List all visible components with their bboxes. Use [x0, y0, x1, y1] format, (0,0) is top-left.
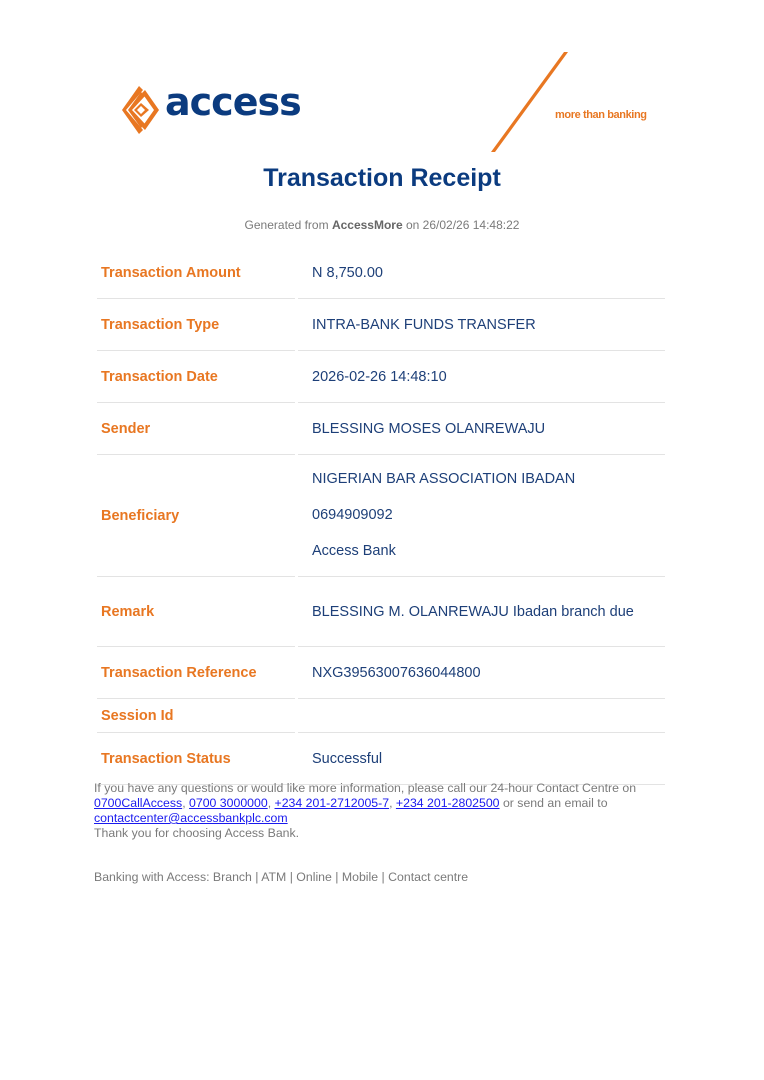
transaction-details-table [94, 248, 668, 785]
row-beneficiary [97, 455, 665, 577]
contact-footer [94, 781, 674, 841]
session-id-label: Session Id [97, 699, 295, 733]
transaction-status-label: Transaction Status [97, 733, 295, 785]
remark-value: BLESSING M. OLANREWAJU Ibadan branch due [312, 603, 634, 620]
brand-tagline: more than banking [555, 109, 647, 121]
row-session-id [97, 699, 665, 733]
row-remark [97, 577, 665, 647]
beneficiary-bank: Access Bank [312, 543, 396, 559]
transaction-amount-label: Transaction Amount [97, 248, 295, 299]
email-link[interactable]: contactcenter@accessbankplc.com [94, 811, 288, 825]
beneficiary-name: NIGERIAN BAR ASSOCIATION IBADAN [312, 471, 576, 487]
transaction-date-value: 2026-02-26 14:48:10 [298, 351, 665, 403]
transaction-date-label: Transaction Date [97, 351, 295, 403]
row-transaction-type [97, 299, 665, 351]
sender-label: Sender [97, 403, 295, 455]
phone-link-0700[interactable]: 0700 3000000 [189, 796, 268, 810]
phone-link-2802500[interactable]: +234 201-2802500 [395, 796, 500, 810]
page-title: Transaction Receipt [263, 164, 501, 192]
transaction-amount-value: N 8,750.00 [298, 248, 665, 299]
remark-cell [298, 577, 665, 647]
row-sender [97, 403, 665, 455]
transaction-reference-value: NXG39563007636044800 [298, 647, 665, 699]
access-logo [121, 80, 301, 136]
separator: , [267, 796, 275, 810]
beneficiary-value [298, 455, 665, 577]
generated-info [0, 218, 764, 232]
phone-link-2712005[interactable]: +234 201-2712005-7 [274, 796, 390, 810]
orange-stripe-graphic [488, 52, 572, 152]
contact-intro: If you have any questions or would like more information, please call our 24-hour Contact Centre on [94, 781, 637, 795]
separator: , [389, 796, 396, 810]
transaction-reference-label: Transaction Reference [97, 647, 295, 699]
transaction-type-value: INTRA-BANK FUNDS TRANSFER [298, 299, 665, 351]
row-transaction-status [97, 733, 665, 785]
sender-value: BLESSING MOSES OLANREWAJU [298, 403, 665, 455]
row-transaction-amount [97, 248, 665, 299]
email-intro: or send an email to [499, 796, 608, 810]
session-id-value [298, 699, 665, 733]
thank-you-note: Thank you for choosing Access Bank. [94, 826, 300, 840]
beneficiary-label: Beneficiary [97, 455, 295, 577]
access-diamond-logo-icon [121, 86, 161, 136]
phone-link-callaccess[interactable]: 0700CallAccess [94, 796, 183, 810]
transaction-type-label: Transaction Type [97, 299, 295, 351]
transaction-status-value: Successful [298, 733, 665, 785]
banking-channels: Banking with Access: Branch | ATM | Online | Mobile | Contact centre [94, 870, 469, 884]
generated-timestamp: on 26/02/26 14:48:22 [406, 218, 520, 232]
generated-prefix: Generated from [244, 218, 329, 232]
separator: , [182, 796, 190, 810]
remark-label: Remark [97, 577, 295, 647]
beneficiary-account-number: 0694909092 [312, 507, 393, 523]
brand-name: access [165, 80, 301, 124]
row-transaction-date [97, 351, 665, 403]
row-transaction-reference [97, 647, 665, 699]
generated-source: AccessMore [331, 218, 403, 232]
